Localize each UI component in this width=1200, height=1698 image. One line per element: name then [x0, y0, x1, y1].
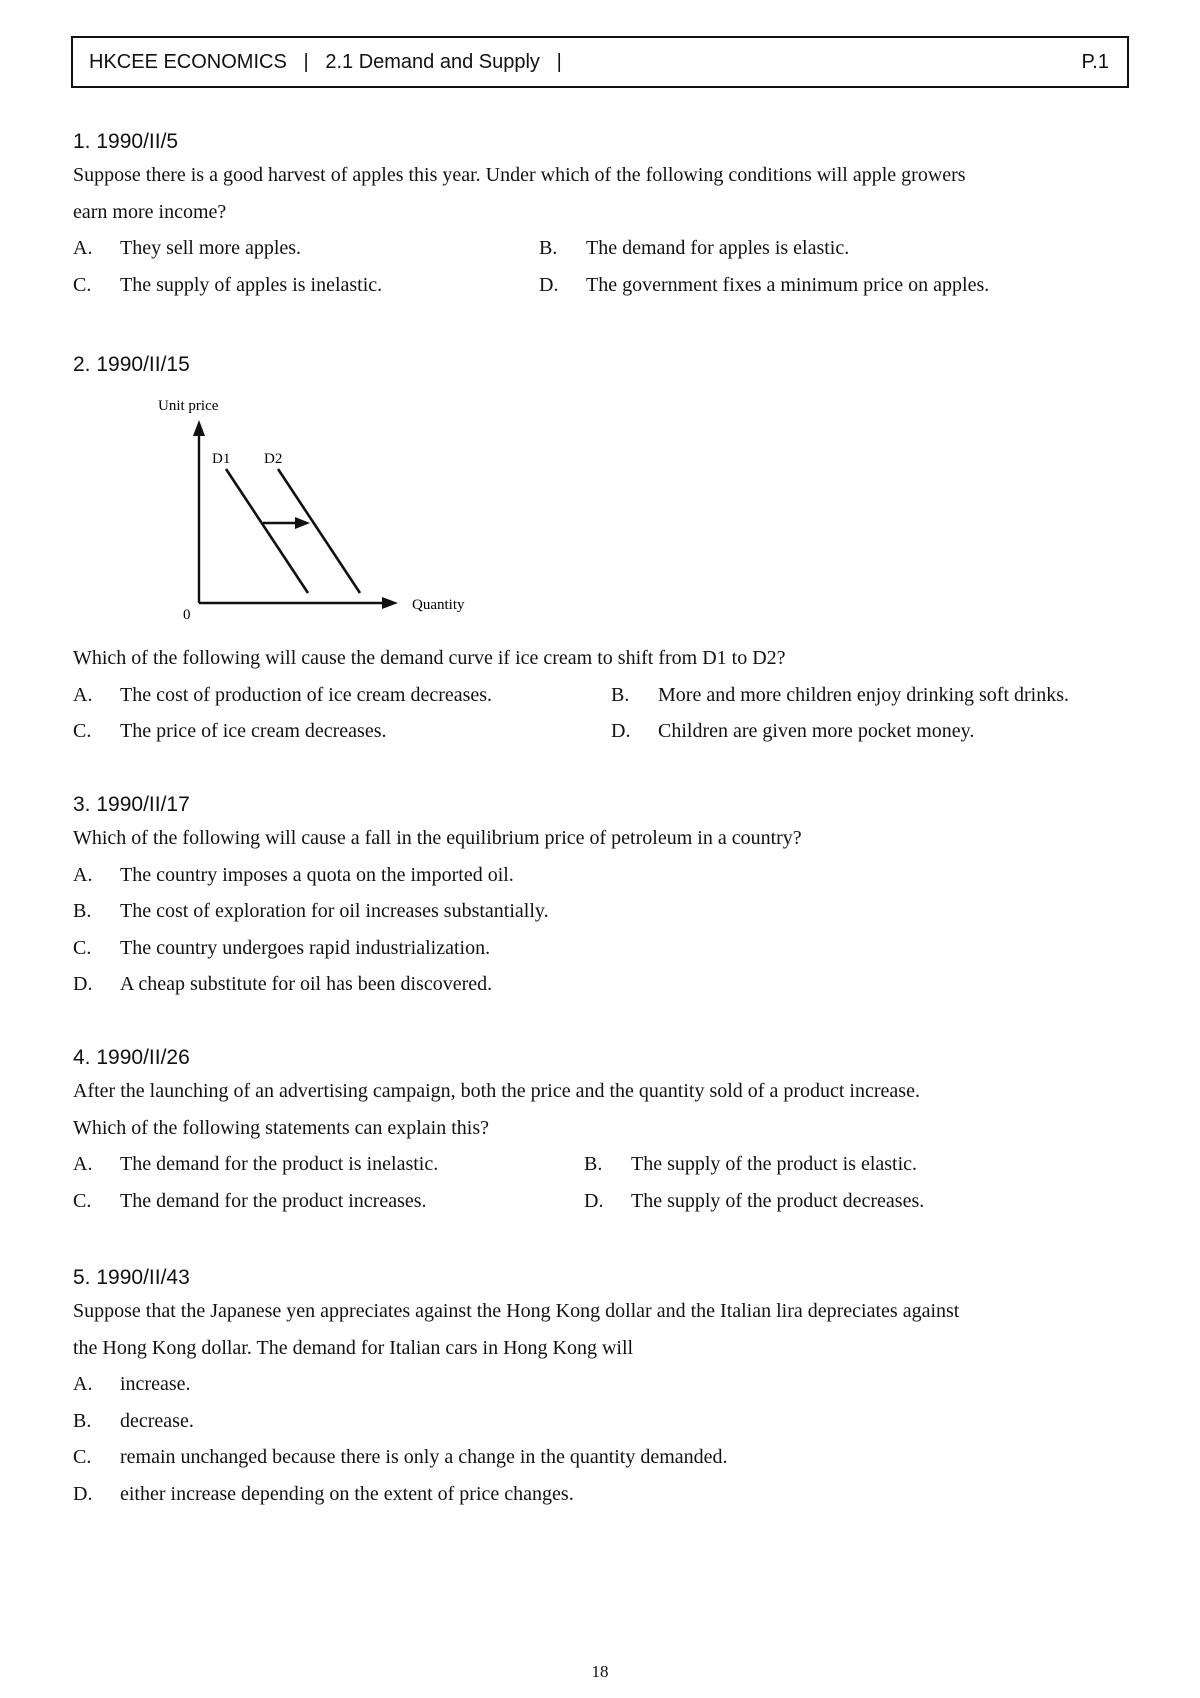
- question-stem-line: earn more income?: [73, 200, 227, 223]
- option-letter: C.: [73, 936, 92, 959]
- y-axis-label: Unit price: [158, 398, 219, 414]
- page-number: 18: [591, 1662, 609, 1681]
- y-axis-arrowhead: [193, 420, 205, 436]
- series-label-d1: D1: [212, 451, 231, 467]
- option-d: [73, 1476, 1173, 1513]
- option-row: [73, 267, 1173, 304]
- demand-curve-d1: [226, 469, 308, 593]
- option-letter: A.: [73, 237, 93, 259]
- question-stem-line: Which of the following statements can explain this?: [73, 1116, 489, 1139]
- question-number: 1. 1990/II/5: [73, 130, 179, 153]
- question-stem-line: Suppose that the Japanese yen appreciates against the Hong Kong dollar and the Italian lira depreciates against: [73, 1300, 960, 1322]
- option-text: The demand for the product increases.: [120, 1189, 427, 1212]
- origin-label: 0: [183, 607, 191, 623]
- option-letter: A.: [73, 863, 93, 886]
- option-c: [73, 1439, 1173, 1476]
- option-letter: D.: [584, 1189, 604, 1212]
- option-letter: D.: [611, 720, 631, 742]
- shift-arrowhead: [295, 517, 310, 529]
- option-text: The supply of apples is inelastic.: [120, 273, 383, 296]
- option-text: A cheap substitute for oil has been discovered.: [120, 973, 493, 995]
- question-stem-line: Which of the following will cause a fall in the equilibrium price of petroleum in a country?: [73, 827, 802, 849]
- option-text: More and more children enjoy drinking soft drinks.: [658, 683, 1070, 706]
- option-text: Children are given more pocket money.: [658, 720, 975, 742]
- question-3: [73, 790, 1173, 1003]
- option-letter: A.: [73, 1373, 93, 1395]
- option-row: [73, 713, 1173, 750]
- question-1: [73, 127, 1173, 303]
- option-text: remain unchanged because there is only a change in the quantity demanded.: [120, 1446, 728, 1468]
- option-a: [73, 857, 1173, 894]
- option-text: The country undergoes rapid industrialization.: [120, 936, 491, 959]
- option-letter: B.: [73, 900, 92, 922]
- option-row: [73, 1146, 1173, 1183]
- option-text: The country imposes a quota on the imported oil.: [120, 863, 514, 886]
- option-row: [73, 677, 1173, 714]
- header-page-label: P.1: [1081, 51, 1109, 73]
- option-letter: D.: [539, 273, 559, 296]
- option-b: [73, 1403, 1173, 1440]
- option-letter: D.: [73, 973, 93, 995]
- option-text: The demand for the product is inelastic.: [120, 1153, 439, 1175]
- question-stem-line: Suppose there is a good harvest of apples this year. Under which of the following conditions will apple growers: [73, 164, 966, 186]
- option-text: either increase depending on the extent of price changes.: [120, 1482, 574, 1505]
- question-stem-line: After the launching of an advertising campaign, both the price and the quantity sold of a product increase.: [73, 1080, 920, 1102]
- option-letter: C.: [73, 720, 92, 742]
- question-2-body: [73, 640, 1173, 750]
- option-letter: C.: [73, 1446, 92, 1468]
- header-title: HKCEE ECONOMICS | 2.1 Demand and Supply |: [89, 51, 562, 73]
- demand-shift-chart: [150, 390, 470, 630]
- option-letter: B.: [584, 1153, 603, 1175]
- option-text: The supply of the product is elastic.: [631, 1153, 918, 1175]
- option-row: [73, 1183, 1173, 1220]
- question-stem-line: Which of the following will cause the demand curve if ice cream to shift from D1 to D2?: [73, 647, 786, 669]
- option-text: decrease.: [120, 1409, 194, 1432]
- option-letter: B.: [611, 683, 630, 706]
- question-4: [73, 1043, 1173, 1219]
- option-letter: A.: [73, 683, 93, 706]
- series-label-d2: D2: [264, 451, 283, 467]
- x-axis-label: Quantity: [412, 597, 465, 613]
- option-letter: D.: [73, 1482, 93, 1505]
- option-a: [73, 1366, 1173, 1403]
- option-text: The government fixes a minimum price on apples.: [586, 273, 990, 296]
- option-text: The cost of production of ice cream decreases.: [120, 683, 493, 706]
- question-number: 4. 1990/II/26: [73, 1046, 190, 1069]
- option-b: [73, 893, 1173, 930]
- option-text: They sell more apples.: [120, 237, 302, 259]
- option-letter: C.: [73, 1189, 92, 1212]
- page-header: [71, 36, 1129, 88]
- option-d: [73, 966, 1173, 1003]
- question-stem-line: the Hong Kong dollar. The demand for Italian cars in Hong Kong will: [73, 1336, 634, 1359]
- option-text: increase.: [120, 1373, 191, 1395]
- option-text: The supply of the product decreases.: [631, 1189, 925, 1212]
- option-letter: C.: [73, 273, 92, 296]
- question-5: [73, 1263, 1173, 1512]
- question-number: 3. 1990/II/17: [73, 793, 190, 816]
- x-axis-arrowhead: [382, 597, 398, 609]
- demand-curve-d2: [278, 469, 360, 593]
- question-number: 2. 1990/II/15: [73, 353, 190, 376]
- option-text: The cost of exploration for oil increases substantially.: [120, 900, 549, 922]
- option-c: [73, 930, 1173, 967]
- question-2: [73, 350, 1173, 380]
- option-text: The price of ice cream decreases.: [120, 720, 387, 742]
- option-row: [73, 230, 1173, 267]
- option-letter: B.: [73, 1409, 92, 1432]
- option-letter: A.: [73, 1153, 93, 1175]
- option-text: The demand for apples is elastic.: [586, 237, 850, 259]
- option-letter: B.: [539, 237, 558, 259]
- question-number: 5. 1990/II/43: [73, 1266, 190, 1289]
